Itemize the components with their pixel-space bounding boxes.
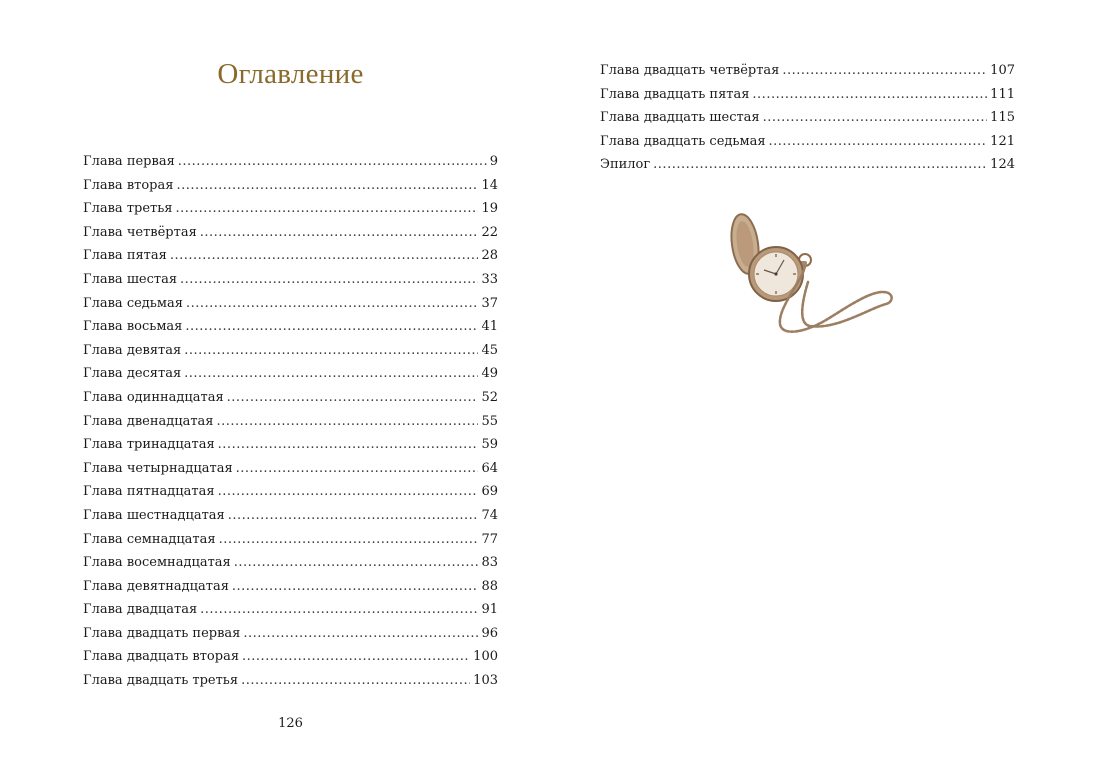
toc-entry xyxy=(83,649,498,673)
dot-leader xyxy=(180,272,478,287)
toc-entry-label: Глава двадцать третья xyxy=(83,673,239,689)
toc-entry-label: Глава третья xyxy=(83,201,173,217)
toc-entry xyxy=(83,178,498,202)
dot-leader xyxy=(186,296,479,311)
toc-entry-page: 69 xyxy=(481,484,498,500)
dot-leader xyxy=(243,626,478,641)
dot-leader xyxy=(763,110,988,125)
toc-entry-label: Глава восемнадцатая xyxy=(83,555,231,571)
toc-entry-page: 103 xyxy=(473,673,498,689)
dot-leader xyxy=(234,555,479,570)
toc-entry-page: 41 xyxy=(481,319,498,335)
toc-entry-label: Глава седьмая xyxy=(83,295,183,311)
toc-entry-label: Глава двенадцатая xyxy=(83,413,214,429)
toc-entry-label: Глава девятнадцатая xyxy=(83,578,229,594)
toc-entry-label: Глава двадцать четвёртая xyxy=(600,63,780,78)
toc-entry-label: Глава двадцать вторая xyxy=(83,649,240,665)
dot-leader xyxy=(653,157,987,172)
toc-entry-page: 49 xyxy=(481,366,498,382)
toc-entry-page: 83 xyxy=(481,555,498,571)
toc-entry xyxy=(83,555,498,579)
toc-entry-page: 59 xyxy=(481,437,498,453)
toc-entry-page: 28 xyxy=(481,248,498,264)
toc-entry xyxy=(83,437,498,461)
toc-entry xyxy=(83,201,498,225)
toc-entry-label: Эпилог xyxy=(600,157,651,173)
toc-entry-label: Глава шестнадцатая xyxy=(83,507,225,523)
toc-entry-page: 96 xyxy=(481,625,498,641)
toc-entry xyxy=(600,110,1015,134)
toc-entry-label: Глава десятая xyxy=(83,366,182,382)
toc-entry-label: Глава двадцать седьмая xyxy=(600,133,766,149)
toc-entry-page: 115 xyxy=(990,110,1015,126)
toc-entry-page: 14 xyxy=(481,177,498,193)
dot-leader xyxy=(236,461,479,476)
toc-entry xyxy=(83,154,498,178)
toc-entry-page: 22 xyxy=(481,224,498,240)
toc-entry xyxy=(83,602,498,626)
dot-leader xyxy=(782,63,987,78)
toc-entry-page: 19 xyxy=(481,201,498,217)
toc-entry xyxy=(83,296,498,320)
page-title: Оглавление xyxy=(217,58,364,90)
toc-entry xyxy=(83,626,498,650)
dot-leader xyxy=(218,437,479,452)
toc-entry xyxy=(83,414,498,438)
toc-entry-page: 91 xyxy=(481,602,498,618)
page-number: 126 xyxy=(278,716,303,731)
toc-entry-label: Глава шестая xyxy=(83,271,178,287)
toc-entry-page: 45 xyxy=(481,342,498,358)
toc-entry xyxy=(83,366,498,390)
toc-entry xyxy=(83,319,498,343)
dot-leader xyxy=(178,154,487,169)
toc-entry xyxy=(83,673,498,697)
dot-leader xyxy=(769,134,988,149)
toc-entry-label: Глава пятая xyxy=(83,248,167,264)
toc-entry-page: 74 xyxy=(481,507,498,523)
dot-leader xyxy=(217,414,479,429)
dot-leader xyxy=(227,390,479,405)
toc-entry xyxy=(83,532,498,556)
toc-entry xyxy=(83,508,498,532)
dot-leader xyxy=(200,225,479,240)
dot-leader xyxy=(184,366,478,381)
toc-entry-page: 64 xyxy=(481,460,498,476)
toc-entry xyxy=(83,272,498,296)
toc-entry-label: Глава двадцать шестая xyxy=(600,110,760,126)
toc-entry xyxy=(83,225,498,249)
toc-entry xyxy=(600,87,1015,111)
dot-leader xyxy=(176,178,478,193)
toc-entry-page: 121 xyxy=(990,133,1015,149)
toc-entry xyxy=(83,461,498,485)
toc-entry-page: 77 xyxy=(481,531,498,547)
toc-entry-page: 100 xyxy=(473,649,498,665)
dot-leader xyxy=(752,87,987,102)
dot-leader xyxy=(228,508,479,523)
toc-entry-page: 88 xyxy=(481,578,498,594)
toc-entry-label: Глава семнадцатая xyxy=(83,531,216,547)
toc-entry-label: Глава четырнадцатая xyxy=(83,460,233,476)
dot-leader xyxy=(218,484,479,499)
toc-entry-page: 55 xyxy=(481,413,498,429)
toc-entry-label: Глава вторая xyxy=(83,177,174,193)
toc-list-left xyxy=(83,154,498,697)
toc-entry-page: 107 xyxy=(990,63,1015,78)
toc-entry-label: Глава двадцать пятая xyxy=(600,86,750,102)
toc-entry-page: 124 xyxy=(990,157,1015,173)
toc-entry xyxy=(83,579,498,603)
toc-entry-label: Глава первая xyxy=(83,154,175,169)
toc-entry-page: 33 xyxy=(481,271,498,287)
dot-leader xyxy=(200,602,478,617)
dot-leader xyxy=(241,673,470,688)
toc-entry-label: Глава одиннадцатая xyxy=(83,389,224,405)
dot-leader xyxy=(184,343,478,358)
toc-list-right xyxy=(600,63,1015,181)
toc-entry-label: Глава двадцать первая xyxy=(83,625,241,641)
dot-leader xyxy=(185,319,478,334)
toc-entry xyxy=(83,248,498,272)
toc-entry-label: Глава четвёртая xyxy=(83,224,197,240)
toc-entry-page: 52 xyxy=(481,389,498,405)
toc-entry-label: Глава пятнадцатая xyxy=(83,484,215,500)
toc-entry xyxy=(83,390,498,414)
toc-entry-page: 9 xyxy=(489,154,498,169)
toc-entry xyxy=(83,343,498,367)
dot-leader xyxy=(219,532,479,547)
toc-entry xyxy=(600,63,1015,87)
dot-leader xyxy=(170,248,479,263)
toc-entry-label: Глава двадцатая xyxy=(83,602,198,618)
dot-leader xyxy=(176,201,479,216)
toc-entry-label: Глава восьмая xyxy=(83,319,183,335)
toc-entry-label: Глава тринадцатая xyxy=(83,437,215,453)
toc-entry-page: 37 xyxy=(481,295,498,311)
pocket-watch-icon xyxy=(718,212,898,342)
toc-entry-page: 111 xyxy=(990,86,1015,102)
dot-leader xyxy=(242,649,470,664)
toc-entry xyxy=(83,484,498,508)
toc-entry xyxy=(600,157,1015,181)
toc-entry xyxy=(600,134,1015,158)
dot-leader xyxy=(232,579,479,594)
toc-entry-label: Глава девятая xyxy=(83,342,182,358)
